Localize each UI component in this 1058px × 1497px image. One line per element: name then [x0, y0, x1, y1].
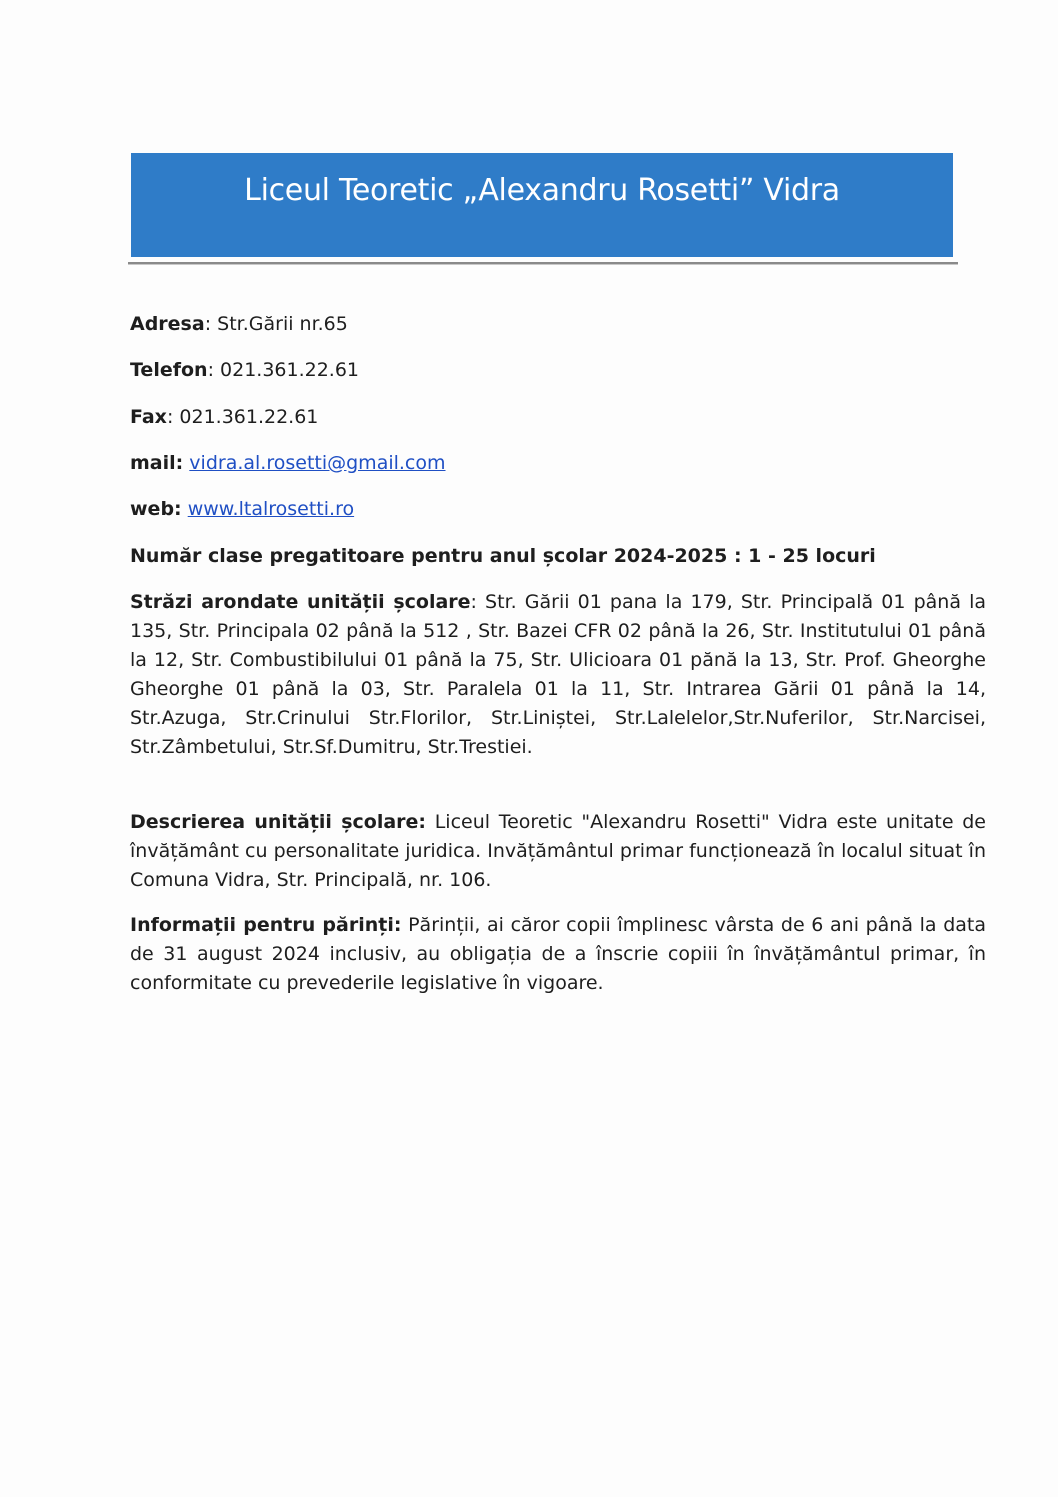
parents-label: Informații pentru părinți:: [130, 914, 402, 936]
school-title: Liceul Teoretic „Alexandru Rosetti” Vidra: [244, 172, 840, 208]
address-value: : Str.Gării nr.65: [204, 313, 348, 335]
streets-label: Străzi arondate unității școlare: [130, 591, 471, 613]
web-link[interactable]: www.ltalrosetti.ro: [187, 498, 355, 520]
title-banner: [131, 153, 953, 257]
address-line: [130, 312, 348, 336]
parents-paragraph: [130, 911, 986, 998]
mail-link[interactable]: vidra.al.rosetti@gmail.com: [189, 452, 446, 474]
title-divider: [128, 262, 958, 265]
phone-label: Telefon: [130, 359, 208, 381]
fax-line: [130, 405, 318, 429]
description-text: Liceul Teoretic "Alexandru Rosetti" Vidra este unitate de învățământ cu personalitate juridica. Invățământul primar funcționează în localul situat în Comuna Vidra, Str. Principală, nr. 106.: [130, 811, 986, 891]
mail-label: mail:: [130, 452, 184, 474]
fax-label: Fax: [130, 406, 167, 428]
parents-text: Părinții, ai căror copii împlinesc vârsta de 6 ani până la data de 31 august 2024 inclusiv, au obligația de a înscrie copiii în învățământul primar, în conformitate cu prevederile legislative în vigoare.: [130, 914, 986, 994]
web-line: [130, 497, 354, 521]
description-label: Descrierea unității școlare:: [130, 811, 427, 833]
phone-line: [130, 358, 359, 382]
streets-paragraph: [130, 588, 986, 762]
available-places: Număr clase pregatitoare pentru anul școlar 2024-2025 : 1 - 25 locuri: [130, 545, 876, 567]
mail-line: [130, 451, 446, 475]
fax-value: : 021.361.22.61: [166, 406, 319, 428]
phone-value: : 021.361.22.61: [207, 359, 360, 381]
address-label: Adresa: [130, 313, 205, 335]
description-paragraph: [130, 808, 986, 895]
streets-text: : Str. Gării 01 pana la 179, Str. Principală 01 până la 135, Str. Principala 02 până la 512 , Str. Bazei CFR 02 până la 26, Str. Institutului 01 până la 12, Str. Combustibilului 01 până la 75, Str. Ulicioara 01 pănă la 13, Str. Prof. Gheorghe Gheorghe 01 până la 03, Str. Paralela 01 la 11, Str. Intrarea Gării 01 până la 14, Str.Azuga, Str.Crinului Str.Florilor, Str.Liniștei, Str.Lalelelor,Str.Nuferilor, Str.Narcisei, Str.Zâmbetului, Str.Sf.Dumitru, Str.Trestiei.: [130, 591, 986, 758]
web-label: web:: [130, 498, 182, 520]
